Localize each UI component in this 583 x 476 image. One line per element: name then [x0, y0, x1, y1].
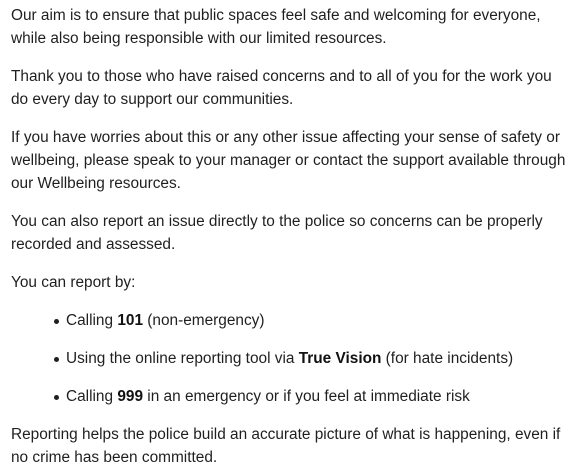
list-item-text: Calling — [66, 312, 118, 329]
list-item-call-999 — [54, 385, 572, 408]
list-item-text: (for hate incidents) — [381, 350, 514, 367]
paragraph-worries: If you have worries about this or any other issue affecting your sense of safety or wellbeing, please speak to your manager or contact the support available through our Wellbeing resources. — [11, 129, 566, 192]
paragraph-thanks: Thank you to those who have raised concerns and to all of you for the work you do every day to support our communities. — [11, 68, 552, 108]
list-item-call-101 — [54, 309, 572, 332]
list-item-true-vision — [54, 347, 572, 370]
list-item-text: in an emergency or if you feel at immediate risk — [143, 388, 470, 405]
list-item-text: Using the online reporting tool via — [66, 350, 299, 367]
paragraph-report-police: You can also report an issue directly to the police so concerns can be properly recorded and assessed. — [11, 213, 543, 253]
report-options-list — [11, 309, 572, 408]
true-vision-name: True Vision — [298, 350, 382, 367]
list-item-text: (non-emergency) — [143, 312, 265, 329]
paragraph-aim: Our aim is to ensure that public spaces feel safe and welcoming for everyone, while also being responsible with our limited resources. — [11, 7, 541, 47]
paragraph-report-by: You can report by: — [11, 274, 136, 291]
paragraph-closing: Reporting helps the police build an accurate picture of what is happening, even if no crime has been committed. — [11, 426, 561, 466]
phone-number-101: 101 — [117, 312, 144, 329]
phone-number-999: 999 — [117, 388, 144, 405]
list-item-text: Calling — [66, 388, 118, 405]
